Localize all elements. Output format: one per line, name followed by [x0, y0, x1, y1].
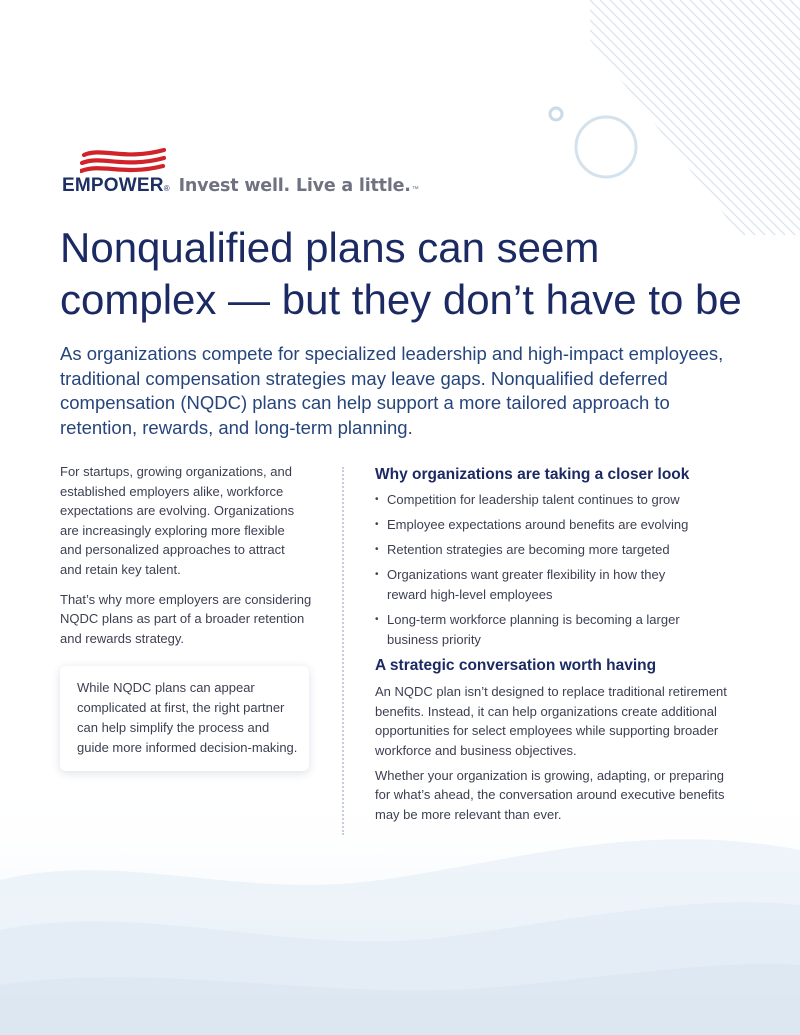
body-line: workforce and business objectives. [375, 742, 577, 758]
column-divider [342, 467, 344, 835]
stripe-line [690, 0, 800, 260]
callout-line: complicated at first, the right partner [77, 700, 285, 715]
callout-box [60, 666, 309, 771]
bullet-line: • Long-term workforce planning is becoming a larger [387, 611, 680, 627]
stripe-line [390, 0, 650, 260]
stripe-line [770, 0, 800, 260]
body-line: and retain key talent. [60, 561, 181, 577]
bullet-line: • Organizations want greater flexibility in how they [387, 567, 666, 583]
body-line: benefits. Instead, it can help organizations create additional [375, 703, 717, 719]
page-title-line: complex — but they don’t have to be [60, 276, 742, 323]
body-line: for what’s ahead, the conversation around executive benefits [375, 787, 725, 803]
stripe-line [420, 0, 680, 260]
section-heading: A strategic conversation worth having [375, 657, 657, 675]
body-line: and rewards strategy. [60, 630, 185, 646]
body-line: established employers alike, workforce [60, 483, 284, 499]
stripe-line [510, 0, 770, 260]
bullet-line: business priority [387, 631, 481, 647]
body-line: may be more relevant than ever. [375, 806, 562, 822]
stripe-line [370, 0, 630, 260]
intro-line: compensation (NQDC) plans can help support a more tailored approach to [60, 392, 670, 413]
body-line: An NQDC plan isn’t designed to replace traditional retirement [375, 684, 727, 700]
page-title-line: Nonqualified plans can seem [60, 224, 600, 271]
registered-mark: ® [163, 184, 170, 193]
stripe-line [470, 0, 730, 260]
brand-name: EMPOWER [62, 175, 164, 196]
stripe-line [750, 0, 800, 260]
body-line: expectations are evolving. Organizations [60, 503, 295, 519]
stripe-line [380, 0, 640, 260]
bullet-item [375, 610, 755, 649]
body-line: NQDC plans as part of a broader retention [60, 611, 305, 627]
body-line: That’s why more employers are considering [60, 591, 312, 607]
body-paragraph [375, 766, 755, 825]
stripe-line [480, 0, 740, 260]
stripe-line [400, 0, 660, 260]
bullet-item [375, 565, 755, 604]
small-ring-decoration [550, 108, 562, 120]
body-paragraph [60, 590, 322, 649]
bullet-list [375, 490, 755, 649]
stripe-line [540, 0, 800, 260]
stripe-line [440, 0, 700, 260]
body-paragraph [60, 462, 322, 580]
stripe-line [570, 0, 800, 260]
trademark-mark: ™ [411, 186, 419, 193]
page-title [60, 222, 780, 326]
large-ring-decoration [576, 117, 636, 177]
bullet-line: • Competition for leadership talent continues to grow [387, 492, 680, 507]
stripe-line [430, 0, 690, 260]
callout-line: While NQDC plans can appear [77, 680, 255, 695]
bullet-line: • Retention strategies are becoming more targeted [387, 542, 670, 558]
stripe-line [490, 0, 750, 260]
callout-line: guide more informed decision-making. [77, 740, 298, 755]
stripe-line [550, 0, 800, 260]
intro-line: As organizations compete for specialized leadership and high-impact employees, [60, 343, 724, 364]
stripe-line [460, 0, 720, 260]
right-column [375, 464, 755, 824]
body-paragraph [375, 682, 755, 760]
body-line: are increasingly exploring more flexible [60, 522, 285, 538]
bullet-line: • Employee expectations around benefits are evolving [387, 517, 689, 533]
stripe-line [630, 0, 800, 260]
stripe-line [530, 0, 790, 260]
callout-line: can help simplify the process and [77, 720, 270, 735]
stripe-line [710, 0, 800, 260]
body-line: Whether your organization is growing, adapting, or preparing [375, 767, 725, 783]
intro-line: retention, rewards, and long-term planning. [60, 416, 413, 438]
bullet-line: reward high-level employees [387, 586, 553, 602]
flag-stripes-icon [80, 148, 166, 174]
bullet-item [375, 540, 755, 560]
empower-logo [62, 148, 419, 197]
section-heading: Why organizations are taking a closer look [375, 466, 690, 483]
stripe-line [650, 0, 800, 260]
brand-tagline: Invest well. Live a little. [178, 176, 411, 196]
bullet-item [375, 490, 755, 510]
body-line: For startups, growing organizations, and [60, 464, 292, 479]
stripe-line [520, 0, 780, 260]
body-line: and personalized approaches to attract [60, 542, 285, 558]
bullet-item [375, 515, 755, 535]
left-column [60, 462, 322, 658]
intro-line: traditional compensation strategies may leave gaps. Nonqualified deferred [60, 367, 668, 389]
intro-paragraph [60, 342, 740, 440]
body-line: opportunities for select employees while supporting broader [375, 723, 719, 739]
